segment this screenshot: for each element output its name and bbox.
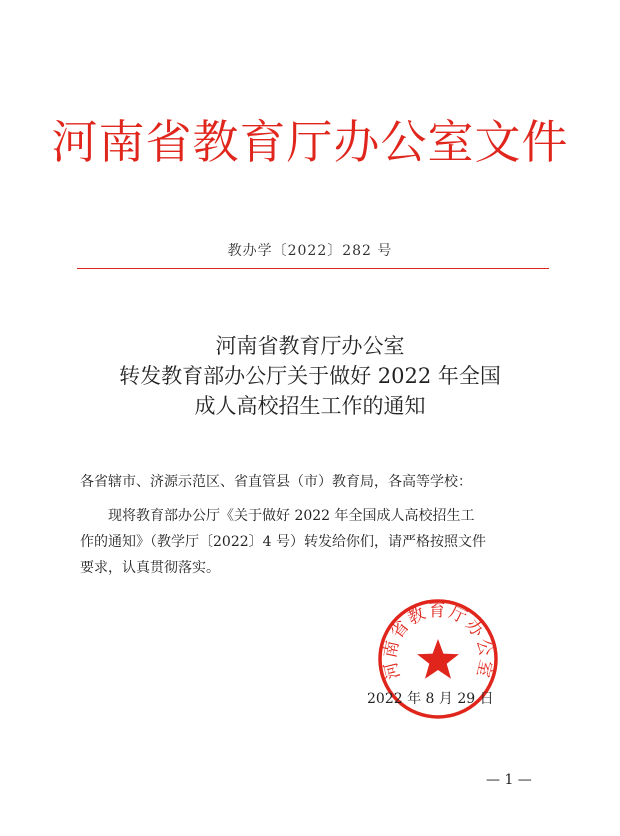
- seal-text: 河南省教育厅办公室: [380, 601, 496, 682]
- document-date: 2022 年 8 月 29 日: [367, 691, 494, 707]
- body-line-3: 要求，认真贯彻落实。: [80, 560, 220, 576]
- body-paragraph: [80, 503, 556, 581]
- document-header-title: 河南省教育厅办公室文件: [51, 115, 569, 169]
- subject-line-2: 转发教育部办公厅关于做好 2022 年全国: [119, 364, 501, 388]
- document-number: 教办学〔2022〕282 号: [227, 243, 393, 259]
- header-red-rule: [77, 268, 549, 269]
- document-subject: [0, 331, 620, 421]
- subject-line-1: 河南省教育厅办公室: [215, 334, 405, 358]
- subject-line-3: 成人高校招生工作的通知: [194, 394, 426, 418]
- body-line-2: 作的通知》（教学厅〔2022〕4 号）转发给你们，请严格按照文件: [80, 534, 486, 550]
- addressee-line: 各省辖市、济源示范区、省直管县（市）教育局，各高等学校：: [80, 474, 472, 490]
- page-number: — 1 —: [486, 772, 532, 788]
- body-line-1: 现将教育部办公厅《关于做好 2022 年全国成人高校招生工: [108, 508, 475, 524]
